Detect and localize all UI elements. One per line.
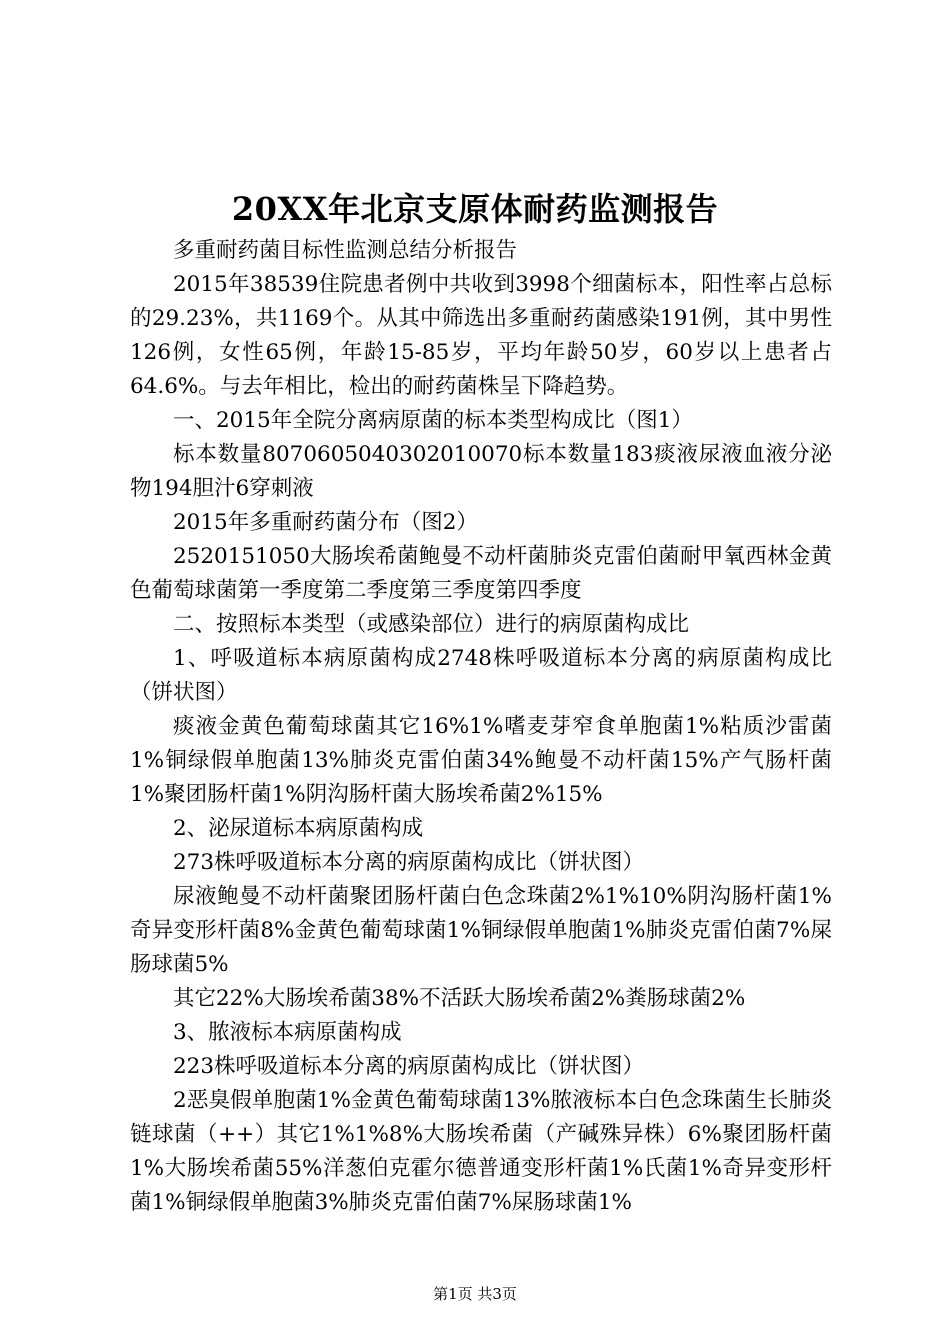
subsection-respiratory: 1、呼吸道标本病原菌构成2748株呼吸道标本分离的病原菌构成比（饼状图） (130, 646, 832, 705)
pus-pie-text: 2恶臭假单胞菌1%金黄色葡萄球菌13%脓液标本白色念珠菌生长肺炎链球菌（++）其它1%1%8%大肠埃希菌（产碱殊异株）6%聚团肠杆菌1%大肠埃希菌55%洋葱伯克霍尔德普通变形杆菌1%氏菌1%奇异变形杆菌1%铜绿假单胞菌3%肺炎克雷伯菌7%屎肠球菌1% (130, 1088, 832, 1215)
paragraph-subtitle: 多重耐药菌目标性监测总结分析报告 (173, 238, 518, 263)
document-body (130, 234, 832, 1220)
subsection-urinary: 2、泌尿道标本病原菌构成 (173, 816, 424, 841)
urinary-caption: 273株呼吸道标本分离的病原菌构成比（饼状图） (173, 850, 645, 875)
section-heading-2: 二、按照标本类型（或感染部位）进行的病原菌构成比 (173, 612, 690, 637)
subsection-pus: 3、脓液标本病原菌构成 (173, 1020, 402, 1045)
figure-1-text: 标本数量8070605040302010070标本数量183痰液尿液血液分泌物194胆汁6穿刺液 (130, 442, 832, 501)
urinary-pie-text-continued: 其它22%大肠埃希菌38%不活跃大肠埃希菌2%粪肠球菌2% (173, 986, 746, 1011)
paragraph-summary: 2015年38539住院患者例中共收到3998个细菌标本，阳性率占总标的29.23%，共1169个。从其中筛选出多重耐药菌感染191例，其中男性126例，女性65例，年龄15-85岁，平均年龄50岁，60岁以上患者占64.6%。与去年相比，检出的耐药菌株呈下降趋势。 (130, 272, 832, 399)
page-footer: 第1页 共3页 (433, 1285, 517, 1303)
urinary-pie-text: 尿液鲍曼不动杆菌聚团肠杆菌白色念珠菌2%1%10%阴沟肠杆菌1%奇异变形杆菌8%金黄色葡萄球菌1%铜绿假单胞菌1%肺炎克雷伯菌7%屎肠球菌5% (130, 884, 832, 977)
respiratory-pie-text: 痰液金黄色葡萄球菌其它16%1%嗜麦芽窄食单胞菌1%粘质沙雷菌1%铜绿假单胞菌13%肺炎克雷伯菌34%鲍曼不动杆菌15%产气肠杆菌1%聚团肠杆菌1%阴沟肠杆菌大肠埃希菌2%15% (130, 714, 832, 807)
figure-2-text: 2520151050大肠埃希菌鲍曼不动杆菌肺炎克雷伯菌耐甲氧西林金黄色葡萄球菌第一季度第二季度第三季度第四季度 (130, 544, 832, 603)
section-heading-1: 一、2015年全院分离病原菌的标本类型构成比（图1） (173, 408, 693, 433)
document-title: 20XX年北京支原体耐药监测报告 (231, 190, 719, 228)
figure-2-caption: 2015年多重耐药菌分布（图2） (173, 510, 478, 535)
pus-caption: 223株呼吸道标本分离的病原菌构成比（饼状图） (173, 1054, 645, 1079)
